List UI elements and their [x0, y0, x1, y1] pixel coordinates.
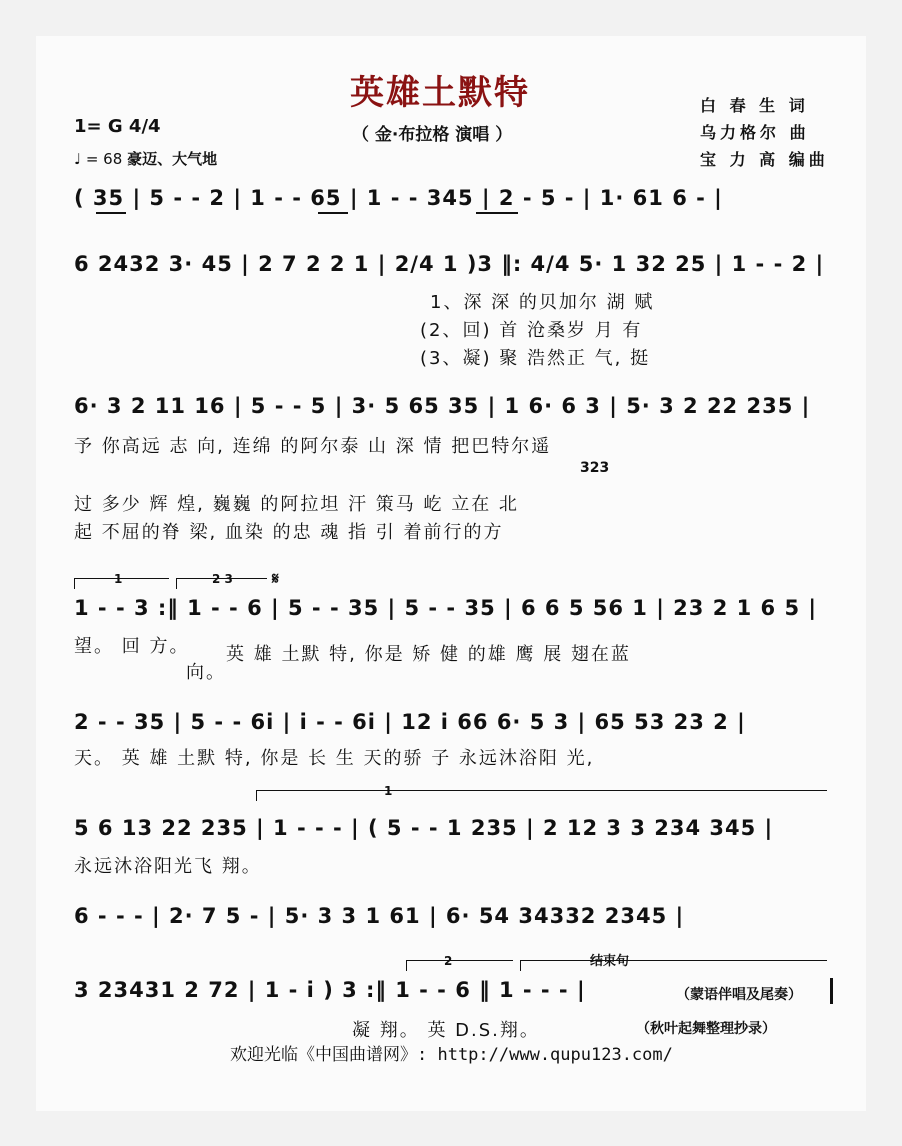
volta-bracket-3 — [256, 790, 827, 801]
website-footer: 欢迎光临《中国曲谱网》: http://www.qupu123.com/ — [230, 1045, 673, 1065]
verse-1-lyric-cont: 予 你高远 志 向, 连绵 的阿尔泰 山 深 情 把巴特尔遥 — [74, 436, 552, 457]
verse-3-lyric-cont: 起 不屈的脊 梁, 血染 的忠 魂 指 引 着前行的方 — [74, 522, 504, 543]
score-line-1: ( 35 | 5 - - 2 | 1 - - 65 | 1 - - 345 | 2 - 5 - | 1· 61 6 - | — [74, 186, 723, 210]
tempo-value: ♩ = 68 — [74, 150, 123, 168]
segno-sign: 𝄋 — [272, 569, 279, 588]
line-5-lyric: 天。 英 雄 土默 特, 你是 长 生 天的骄 子 永远沐浴阳 光, — [74, 748, 595, 769]
verse-3-lyric: (3、凝) 聚 浩然正 气, 挺 — [420, 348, 651, 369]
volta-label-3: 1 — [384, 784, 393, 798]
underline-mark — [476, 212, 518, 214]
verse-2-lyric-cont: 过 多少 辉 煌, 巍巍 的阿拉坦 汗 策马 屹 立在 北 — [74, 494, 519, 515]
line-4-lyric: 望。 回 方。 — [74, 636, 190, 657]
score-line-4: 1 - - 3 :‖ 1 - - 6 | 5 - - 35 | 5 - - 35 | 6 6 5 56 1 | 23 2 1 6 5 | — [74, 596, 818, 620]
tempo-description: 豪迈、大气地 — [127, 150, 218, 168]
underline-mark — [96, 212, 126, 214]
line-6-lyric: 永远沐浴阳光飞 翔。 — [74, 856, 262, 877]
score-line-8: 3 23431 2 72 | 1 - i ) 3 :‖ 1 - - 6 ‖ 1 - - - | — [74, 978, 586, 1002]
line-8-lyric: 凝 翔。 英 D.S.翔。 — [352, 1020, 540, 1041]
line-4-lyric-alt: 向。 — [186, 662, 226, 683]
ending-label: 结束句 — [590, 954, 630, 969]
tempo-marking — [74, 148, 217, 169]
volta-label-2: 2 3 — [212, 572, 233, 586]
score-line-5: 2 - - 35 | 5 - - 6i | i - - 6i | 12 i 66 6· 5 3 | 65 53 23 2 | — [74, 710, 746, 734]
volta-bracket-4 — [406, 960, 513, 971]
song-title: 英雄土默特 — [350, 73, 530, 113]
accompaniment-note: （蒙语伴唱及尾奏） — [676, 987, 802, 1003]
chorus-lyric: 英 雄 土默 特, 你是 矫 健 的雄 鹰 展 翅在蓝 — [226, 644, 631, 665]
score-line-3: 6· 3 2 11 16 | 5 - - 5 | 3· 5 65 35 | 1 6· 6 3 | 5· 3 2 22 235 | — [74, 394, 811, 418]
key-signature: 1= G 4/4 — [74, 116, 161, 137]
score-line-7: 6 - - - | 2· 7 5 - | 5· 3 3 1 61 | 6· 54 34332 2345 | — [74, 904, 685, 928]
ending-bracket — [520, 960, 827, 971]
arranger-credit: 宝 力 高 编曲 — [700, 150, 829, 169]
lyricist-credit: 白 春 生 词 — [700, 96, 809, 115]
ossia-notes: 323 — [580, 460, 610, 476]
verse-2-lyric: (2、回) 首 沧桑岁 月 有 — [420, 320, 643, 341]
volta-label-4: 2 — [444, 954, 453, 968]
underline-mark — [318, 212, 348, 214]
score-line-2: 6 2432 3· 45 | 2 7 2 2 1 | 2/4 1 )3 ‖: 4/4 5· 1 32 25 | 1 - - 2 | — [74, 252, 825, 276]
final-barline — [830, 978, 833, 1004]
volta-label-1: 1 — [114, 572, 123, 586]
transcriber-credit: （秋叶起舞整理抄录） — [636, 1021, 776, 1037]
verse-1-lyric: 1、深 深 的贝加尔 湖 赋 — [430, 292, 655, 313]
composer-credit: 乌力格尔 曲 — [700, 123, 810, 142]
performer-subtitle: （ 金·布拉格 演唱 ） — [352, 125, 513, 145]
score-line-6: 5 6 13 22 235 | 1 - - - | ( 5 - - 1 235 | 2 12 3 3 234 345 | — [74, 816, 774, 840]
